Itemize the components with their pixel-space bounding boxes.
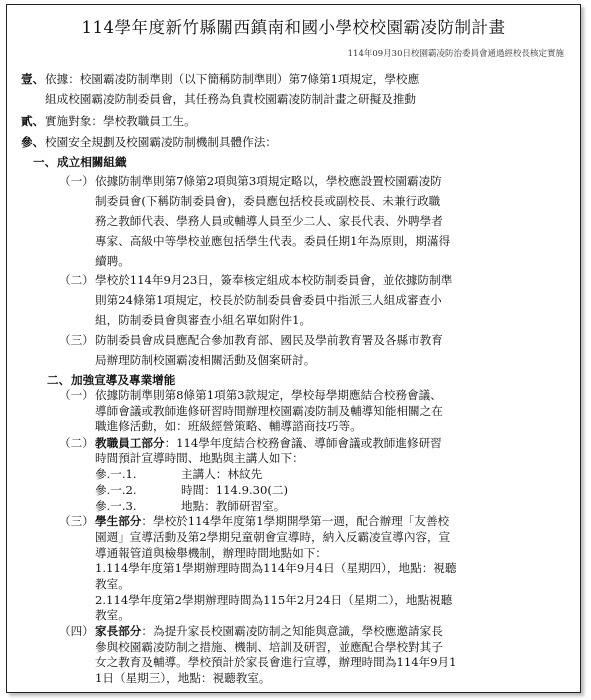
sub-item-label: 時間： [181,482,216,497]
item-line: 1日（星期三），地點：視聽教室。 [95,671,271,685]
item-marker: （一） [59,174,94,188]
item-line: 園週」宣導活動及第2學期兒童朝會宣導時，納入反霸凌宣導內容，宣 [95,529,451,544]
sub-item-value: 114.9.30(二) [215,482,289,497]
sub-item-label: 主講人： [181,467,228,482]
item-line: 導師會議或教師進修研習時間辦理校園霸凌防制及輔導知能相關之在 [95,403,443,418]
item-line: 防制委員會成員應配合參加教育部、國民及學前教育署及各縣市教育 [95,333,443,347]
item-marker: （一） [59,387,94,402]
item-line: 教室。 [95,576,130,591]
sub-item-value: 教師研習室。 [215,498,286,513]
sub-item-number: 參.一.1. [95,467,137,482]
section-2-text: 實施對象：學校教職員工生。 [45,114,196,128]
chapter-2-marker: 二、 [47,373,71,387]
item-marker: （二） [59,435,94,450]
chapter-2-heading: 加強宣導及專業增能 [71,373,176,387]
item-line: 女之教育及輔導。學校預計於家長會進行宣導，辦理時間為114年9月1 [95,655,457,670]
document-page [6,4,581,693]
section-3-marker: 參、 [21,135,45,149]
sub-item-number: 參.一.2. [95,482,137,497]
section-2-marker: 貳、 [21,114,45,128]
section-1-line: 依據：校園霸凌防制準則（以下簡稱防制準則）第7條第1項規定，學校應 [45,72,420,86]
item-line: 則第24條第1項規定，校長於防制委員會委員中指派三人組成審查小 [95,293,442,307]
item-label: 家長部分 [95,623,142,638]
item-line: 組，防制委員會與審查小組名單如附件1。 [95,313,312,327]
item-line: 時間預計宣導時間、地點與主講人如下： [95,451,304,466]
item-label: 教職員工部分 [95,435,165,450]
item-line: 學校於114年9月23日，簽奉核定組成本校防制委員會，並依據防制準 [95,273,453,287]
item-line: 專家、高級中等學校並應包括學生代表。委員任期1年為原則，期滿得 [95,234,451,248]
item-line: 依據防制準則第7條第2項與第3項規定略以，學校應設置校園霸凌防 [95,174,442,188]
item-line: 1.114學年度第1學期辦理時間為114年9月4日（星期四），地點：視聽 [95,561,457,576]
sub-item-label: 地點： [181,498,216,513]
item-text: ：114學年度結合校務會議、導師會議或教師進修研習 [164,435,442,450]
document-title: 114學年度新竹縣關西鎮南和國小學校校園霸凌防制計畫 [81,18,506,37]
item-marker: （三） [59,333,94,347]
item-line: 依據防制準則第8條第1項第3款規定，學校每學期應結合校務會議、 [95,387,442,402]
item-line: 2.114學年度第2學期辦理時間為115年2月24日（星期二），地點視聽 [95,592,453,607]
item-text: ：為提升家長校園霸凌防制之知能與意識，學校應邀請家長 [141,623,443,638]
item-line: 務之教師代表、學務人員或輔導人員至少二人、家長代表、外聘學者 [95,214,443,228]
item-line: 續聘。 [95,254,130,268]
item-line: 參與校園霸凌防制之措施、機制、培訓及研習，並應配合學校對其子 [95,639,443,654]
item-label: 學生部分 [95,514,142,529]
item-marker: （三） [59,514,94,529]
chapter-1-marker: 一、 [33,155,57,169]
section-1-line: 組成校園霸凌防制委員會，其任務為負責校園霸凌防制計畫之研擬及推動 [45,92,417,106]
chapter-1-heading: 成立相關組織 [57,155,127,169]
item-line: 教室。 [95,608,130,623]
item-line: 局辦理防制校園霸凌相關活動及個案研討。 [95,353,316,367]
approval-note: 114年09月30日校園霸凌防治委員會通過經校長核定實施 [347,49,564,59]
section-3-text: 校園安全規劃及校園霸凌防制機制具體作法： [45,135,277,149]
item-text: ：學校於114學年度第1學期開學第一週，配合辦理「友善校 [141,514,450,529]
item-marker: （二） [59,273,94,287]
item-line: 制委員會(下稱防制委員會)，委員應包括校長或副校長、未兼行政職 [95,194,441,208]
item-marker: （四） [59,623,94,638]
item-line: 導通報管道與檢舉機制，辦理時間地點如下： [95,545,327,560]
item-line: 職進修活動，如：班級經營策略、輔導諮商技巧等。 [95,419,362,434]
sub-item-number: 參.一.3. [95,498,137,513]
section-1-marker: 壹、 [21,72,45,86]
sub-item-value: 林紋先 [227,467,263,482]
